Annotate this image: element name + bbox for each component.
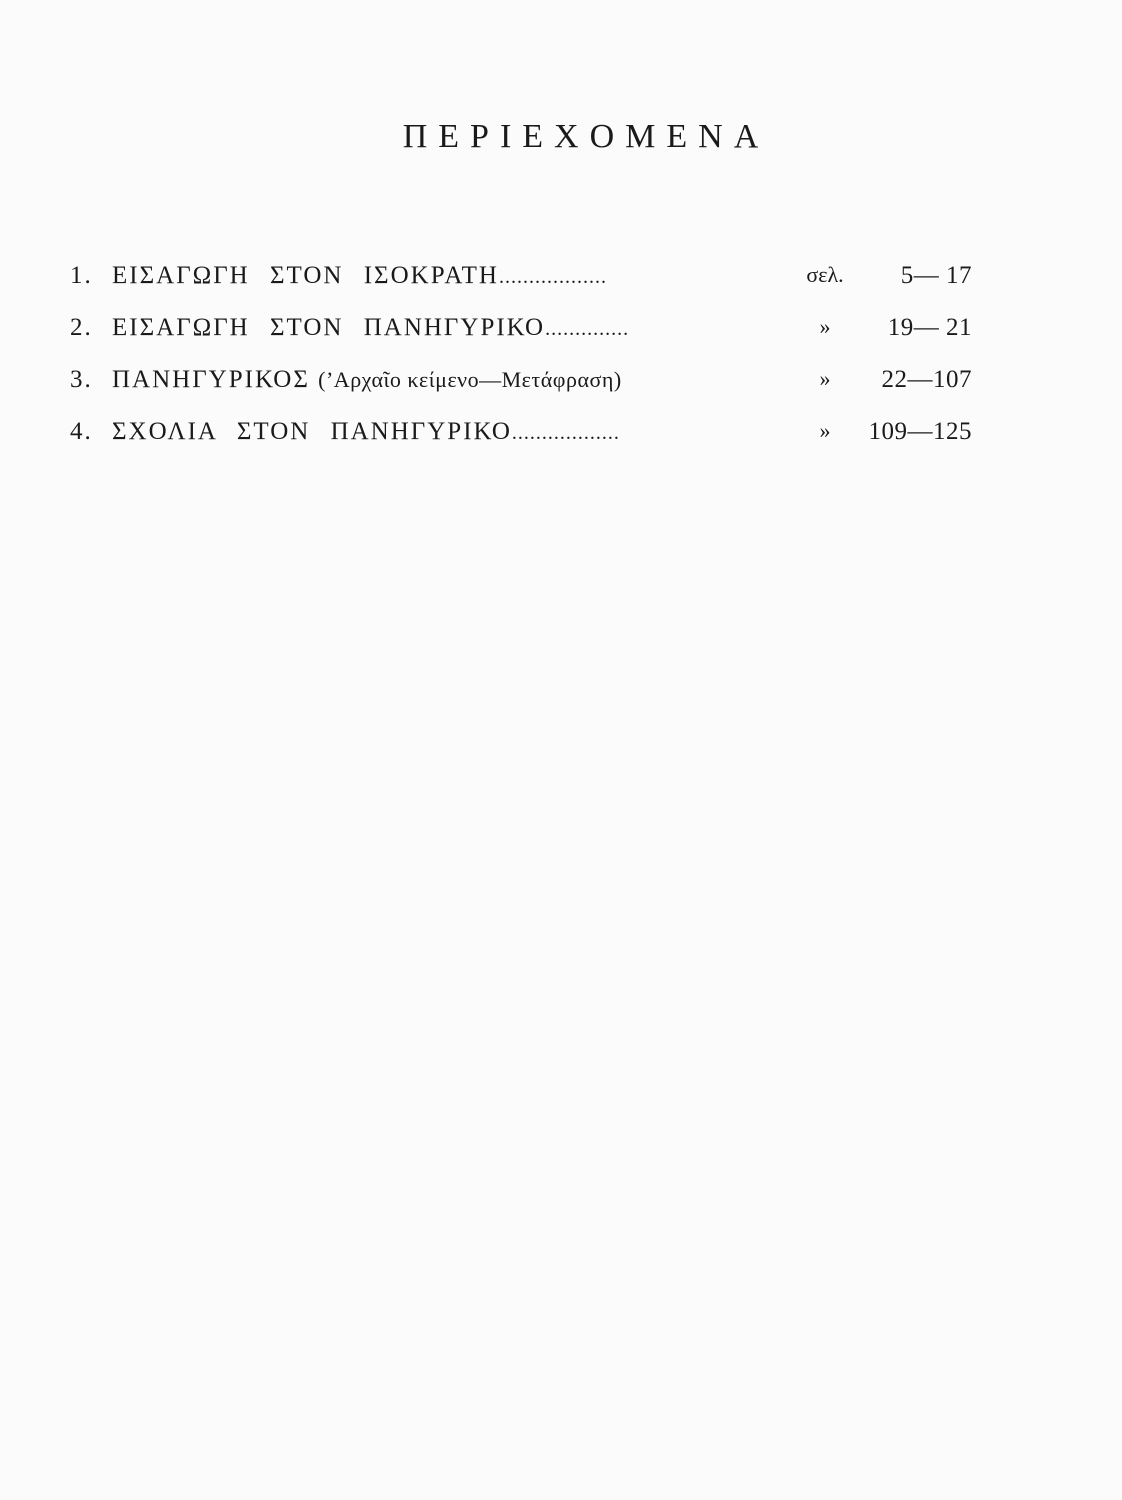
toc-entry-number: 2. — [70, 314, 93, 341]
toc-entry-number: 3. — [70, 366, 93, 393]
toc-entry-label: ΣΧΟΛΙΑ ΣΤΟΝ ΠΑΝΗΓΥΡΙΚΟ — [112, 418, 512, 445]
toc-entry — [70, 262, 980, 314]
toc-entry-title — [112, 366, 622, 394]
toc-entry — [70, 366, 980, 418]
toc-entry-leader-dots: .............. — [545, 318, 630, 340]
toc-entry-leader-dots: .................. — [498, 266, 607, 288]
toc-entry-page-prefix: » — [819, 366, 831, 391]
toc-entry — [70, 418, 980, 470]
toc-entry-number: 4. — [70, 418, 93, 445]
toc-entry-number: 1. — [70, 262, 93, 289]
toc-entry-leader-dots: .................. — [511, 422, 620, 444]
toc-entry-pages: 5— 17 — [900, 262, 972, 289]
toc-entry-page-prefix: σελ. — [806, 262, 844, 287]
toc-entry-label: ΠΑΝΗΓΥΡΙΚΟΣ — [112, 366, 310, 393]
toc-entry-page-prefix: » — [819, 418, 831, 443]
toc-entry-page-prefix: » — [819, 314, 831, 339]
toc-entry-pages: 19— 21 — [887, 314, 972, 341]
toc-entry-subtitle: (’Αρχαῖο κείμενο—Μετάφραση) — [318, 367, 622, 392]
toc-entry-pages: 109—125 — [868, 418, 972, 445]
toc-entry — [70, 314, 980, 366]
toc-entry-title — [112, 262, 607, 290]
toc-entry-label: ΕΙΣΑΓΩΓΗ ΣΤΟΝ ΙΣΟΚΡΑΤΗ — [112, 262, 499, 289]
toc-entry-pages: 22—107 — [881, 366, 972, 393]
toc-entry-label: ΕΙΣΑΓΩΓΗ ΣΤΟΝ ΠΑΝΗΓΥΡΙΚΟ — [112, 314, 546, 341]
page-title: ΠΕΡΙΕΧΟΜΕΝΑ — [402, 118, 770, 155]
toc-entry-title — [112, 314, 629, 342]
table-of-contents — [70, 262, 980, 470]
toc-entry-title — [112, 418, 620, 446]
